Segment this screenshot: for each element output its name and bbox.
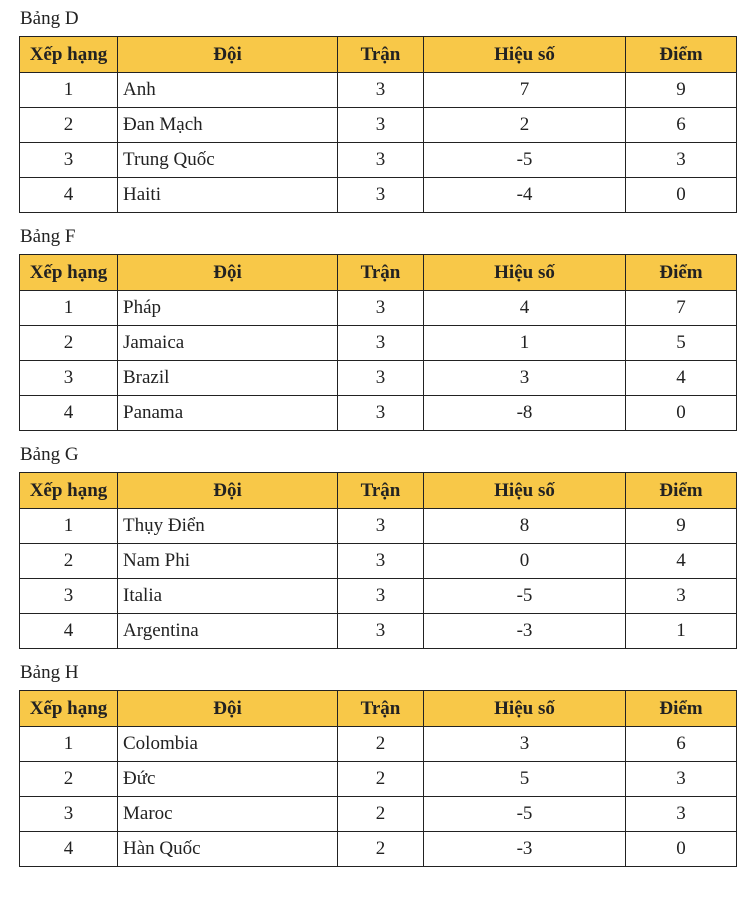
- header-team: Đội: [118, 691, 338, 727]
- team-cell: Pháp: [118, 291, 338, 326]
- goal-diff-cell: 7: [424, 73, 626, 108]
- table-row: [20, 396, 737, 431]
- group-title: Bảng D: [20, 8, 79, 29]
- group-title: Bảng G: [20, 444, 79, 465]
- table-row: [20, 579, 737, 614]
- goal-diff-cell: -5: [424, 143, 626, 178]
- table-row: [20, 326, 737, 361]
- points-cell: 7: [626, 291, 737, 326]
- table-row: [20, 73, 737, 108]
- header-rank: Xếp hạng: [20, 691, 118, 727]
- played-cell: 2: [338, 727, 424, 762]
- played-cell: 3: [338, 544, 424, 579]
- points-cell: 9: [626, 509, 737, 544]
- played-cell: 3: [338, 143, 424, 178]
- rank-cell: 4: [20, 614, 118, 649]
- table-row: [20, 544, 737, 579]
- goal-diff-cell: -4: [424, 178, 626, 213]
- header-rank: Xếp hạng: [20, 473, 118, 509]
- standings-table: [19, 472, 737, 649]
- header-row: [20, 255, 737, 291]
- standings-table: [19, 690, 737, 867]
- rank-cell: 2: [20, 108, 118, 143]
- points-cell: 6: [626, 727, 737, 762]
- team-cell: Nam Phi: [118, 544, 338, 579]
- played-cell: 3: [338, 326, 424, 361]
- team-cell: Jamaica: [118, 326, 338, 361]
- table-row: [20, 291, 737, 326]
- points-cell: 4: [626, 361, 737, 396]
- rank-cell: 4: [20, 178, 118, 213]
- team-cell: Argentina: [118, 614, 338, 649]
- rank-cell: 4: [20, 832, 118, 867]
- played-cell: 3: [338, 291, 424, 326]
- goal-diff-cell: 8: [424, 509, 626, 544]
- table-row: [20, 509, 737, 544]
- table-row: [20, 108, 737, 143]
- team-cell: Trung Quốc: [118, 143, 338, 178]
- played-cell: 3: [338, 396, 424, 431]
- table-row: [20, 361, 737, 396]
- points-cell: 6: [626, 108, 737, 143]
- goal-diff-cell: 2: [424, 108, 626, 143]
- header-points: Điểm: [626, 255, 737, 291]
- played-cell: 3: [338, 73, 424, 108]
- table-row: [20, 762, 737, 797]
- goal-diff-cell: -5: [424, 579, 626, 614]
- table-row: [20, 143, 737, 178]
- rank-cell: 1: [20, 727, 118, 762]
- rank-cell: 3: [20, 797, 118, 832]
- played-cell: 2: [338, 832, 424, 867]
- points-cell: 3: [626, 797, 737, 832]
- standings-table: [19, 254, 737, 431]
- team-cell: Italia: [118, 579, 338, 614]
- rank-cell: 2: [20, 326, 118, 361]
- team-cell: Đức: [118, 762, 338, 797]
- rank-cell: 3: [20, 361, 118, 396]
- played-cell: 2: [338, 762, 424, 797]
- team-cell: Hàn Quốc: [118, 832, 338, 867]
- goal-diff-cell: 0: [424, 544, 626, 579]
- header-rank: Xếp hạng: [20, 255, 118, 291]
- header-played: Trận: [338, 255, 424, 291]
- played-cell: 3: [338, 579, 424, 614]
- points-cell: 4: [626, 544, 737, 579]
- rank-cell: 2: [20, 762, 118, 797]
- team-cell: Haiti: [118, 178, 338, 213]
- group-title: Bảng F: [20, 226, 76, 247]
- goal-diff-cell: -5: [424, 797, 626, 832]
- header-team: Đội: [118, 37, 338, 73]
- table-row: [20, 727, 737, 762]
- points-cell: 3: [626, 143, 737, 178]
- table-row: [20, 614, 737, 649]
- played-cell: 3: [338, 509, 424, 544]
- table-row: [20, 797, 737, 832]
- points-cell: 0: [626, 832, 737, 867]
- rank-cell: 3: [20, 143, 118, 178]
- played-cell: 3: [338, 614, 424, 649]
- header-rank: Xếp hạng: [20, 37, 118, 73]
- goal-diff-cell: 3: [424, 727, 626, 762]
- table-row: [20, 178, 737, 213]
- header-played: Trận: [338, 37, 424, 73]
- points-cell: 5: [626, 326, 737, 361]
- team-cell: Colombia: [118, 727, 338, 762]
- played-cell: 3: [338, 178, 424, 213]
- goal-diff-cell: -8: [424, 396, 626, 431]
- header-points: Điểm: [626, 37, 737, 73]
- header-played: Trận: [338, 473, 424, 509]
- header-goal-diff: Hiệu số: [424, 37, 626, 73]
- header-goal-diff: Hiệu số: [424, 691, 626, 727]
- team-cell: Brazil: [118, 361, 338, 396]
- team-cell: Thụy Điển: [118, 509, 338, 544]
- rank-cell: 1: [20, 73, 118, 108]
- standings-table: [19, 36, 737, 213]
- played-cell: 3: [338, 361, 424, 396]
- points-cell: 9: [626, 73, 737, 108]
- played-cell: 2: [338, 797, 424, 832]
- rank-cell: 4: [20, 396, 118, 431]
- header-row: [20, 691, 737, 727]
- team-cell: Panama: [118, 396, 338, 431]
- points-cell: 0: [626, 178, 737, 213]
- header-played: Trận: [338, 691, 424, 727]
- header-row: [20, 473, 737, 509]
- header-team: Đội: [118, 255, 338, 291]
- header-goal-diff: Hiệu số: [424, 473, 626, 509]
- goal-diff-cell: 1: [424, 326, 626, 361]
- team-cell: Maroc: [118, 797, 338, 832]
- header-team: Đội: [118, 473, 338, 509]
- goal-diff-cell: 5: [424, 762, 626, 797]
- group-title: Bảng H: [20, 662, 79, 683]
- rank-cell: 1: [20, 291, 118, 326]
- header-row: [20, 37, 737, 73]
- table-row: [20, 832, 737, 867]
- goal-diff-cell: 3: [424, 361, 626, 396]
- goal-diff-cell: -3: [424, 614, 626, 649]
- points-cell: 1: [626, 614, 737, 649]
- goal-diff-cell: 4: [424, 291, 626, 326]
- points-cell: 3: [626, 579, 737, 614]
- points-cell: 3: [626, 762, 737, 797]
- rank-cell: 3: [20, 579, 118, 614]
- header-points: Điểm: [626, 691, 737, 727]
- team-cell: Anh: [118, 73, 338, 108]
- played-cell: 3: [338, 108, 424, 143]
- goal-diff-cell: -3: [424, 832, 626, 867]
- header-goal-diff: Hiệu số: [424, 255, 626, 291]
- rank-cell: 2: [20, 544, 118, 579]
- points-cell: 0: [626, 396, 737, 431]
- rank-cell: 1: [20, 509, 118, 544]
- header-points: Điểm: [626, 473, 737, 509]
- team-cell: Đan Mạch: [118, 108, 338, 143]
